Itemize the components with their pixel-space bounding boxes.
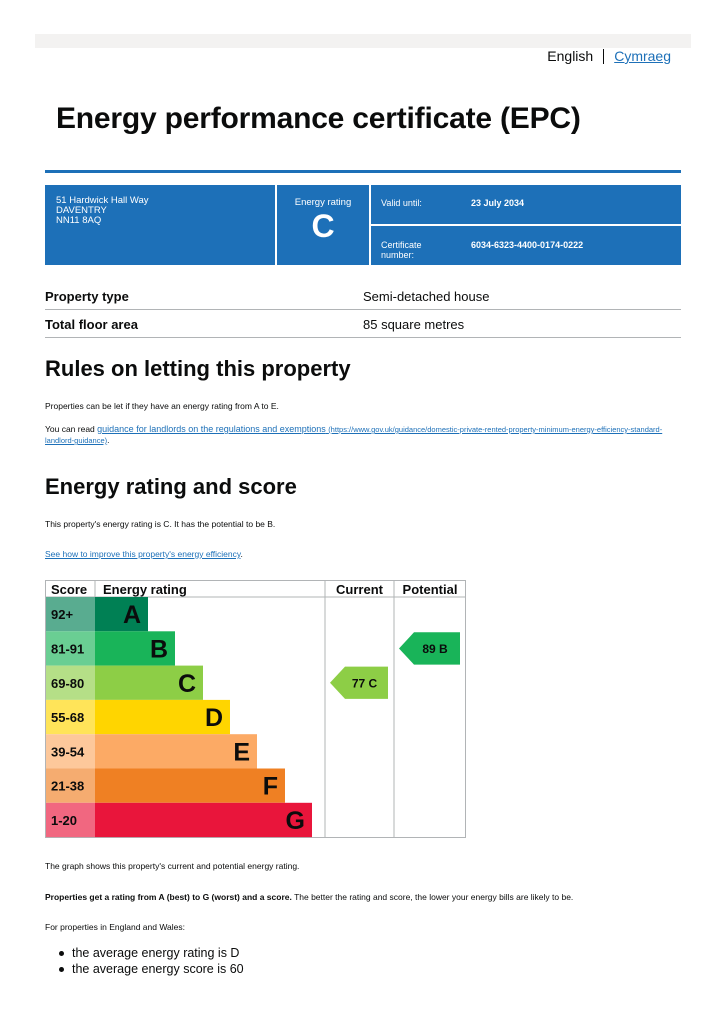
letting-paragraph-2 [45, 424, 665, 446]
band-letter-g: G [285, 806, 305, 835]
floor-area-row [45, 310, 681, 338]
band-score-a: 92+ [51, 607, 74, 623]
current-rating-arrow-label: 77 C [351, 676, 378, 691]
band-bar-f [95, 769, 285, 803]
floor-area-label: Total floor area [45, 317, 138, 332]
band-score-e: 39-54 [51, 744, 85, 760]
property-type-label: Property type [45, 289, 129, 304]
language-current: English [547, 48, 594, 64]
top-bar [35, 34, 691, 48]
band-letter-d: D [204, 704, 223, 733]
england-wales-intro: For properties in England and Wales: [45, 922, 186, 932]
landlord-guidance-link-url: (https://www.gov.uk/guidance/domestic-private-rented-property-minimum-energy-efficiency-standard-landlord-guidance) [45, 425, 663, 445]
title-divider [45, 170, 681, 173]
valid-until-label: Valid until: [381, 198, 422, 208]
certificate-number-box [371, 226, 681, 265]
letting-p2-suffix: . [107, 435, 110, 445]
band-letter-a: A [122, 601, 141, 630]
header-rating: Energy rating [103, 582, 187, 597]
energy-rating-value: C [311, 208, 335, 244]
band-letter-b: B [149, 635, 168, 664]
score-paragraph: This property's energy rating is C. It has the potential to be B. [45, 519, 276, 529]
letting-p2-prefix: You can read [45, 424, 98, 434]
landlord-guidance-link-text: guidance for landlords on the regulations and exemptions [97, 424, 326, 434]
energy-rating-box [277, 185, 369, 265]
band-bar-g [95, 803, 312, 837]
certificate-number-label: Certificate number: [381, 240, 422, 260]
address-line-1: 51 Hardwick Hall Way [56, 195, 149, 206]
band-score-c: 69-80 [51, 675, 85, 691]
band-score-d: 55-68 [51, 710, 85, 726]
improve-efficiency-link[interactable]: See how to improve this property's energy efficiency [45, 549, 241, 559]
header-score: Score [51, 582, 88, 597]
band-score-b: 81-91 [51, 641, 85, 657]
average-list [56, 945, 244, 977]
valid-until-value: 23 July 2034 [471, 198, 525, 208]
score-heading: Energy rating and score [45, 474, 297, 499]
property-details [45, 282, 681, 338]
property-type-row [45, 282, 681, 310]
potential-rating-arrow-label: 89 B [422, 641, 448, 656]
language-link-welsh[interactable]: Cymraeg [614, 48, 671, 64]
average-score-item: the average energy score is 60 [56, 961, 244, 977]
address-line-2: DAVENTRY [56, 205, 107, 216]
rating-explanation [45, 892, 665, 902]
graph-description: The graph shows this property's current and potential energy rating. [45, 861, 300, 871]
property-type-value: Semi-detached house [363, 289, 490, 304]
property-address [45, 185, 275, 265]
address-line-3: NN11 8AQ [56, 215, 102, 226]
certificate-summary [45, 185, 681, 265]
energy-rating-graph [45, 580, 466, 838]
header-current: Current [336, 582, 383, 597]
landlord-guidance-link[interactable] [45, 424, 662, 445]
letting-paragraph-1: Properties can be let if they have an energy rating from A to E. [45, 401, 279, 411]
band-score-f: 21-38 [51, 778, 85, 794]
energy-rating-chart [45, 580, 466, 838]
certificate-number-value: 6034-6323-4400-0174-0222 [471, 240, 584, 250]
band-score-g: 1-20 [51, 812, 78, 828]
language-separator [603, 49, 604, 64]
band-letter-e: E [233, 738, 250, 767]
language-switcher [547, 48, 671, 64]
letting-heading: Rules on letting this property [45, 356, 351, 381]
header-potential: Potential [402, 582, 458, 597]
page-title: Energy performance certificate (EPC) [56, 102, 581, 135]
band-letter-f: F [262, 772, 278, 801]
energy-rating-label: Energy rating [294, 197, 352, 208]
rating-explanation-rest: The better the rating and score, the lower your energy bills are likely to be. [291, 892, 574, 902]
band-letter-c: C [177, 669, 196, 698]
improve-link-suffix: . [240, 549, 243, 559]
valid-until-box [371, 185, 681, 224]
rating-explanation-bold: Properties get a rating from A (best) to G (worst) and a score. [45, 892, 292, 902]
average-rating-item: the average energy rating is D [56, 945, 244, 961]
improve-paragraph [45, 549, 665, 559]
floor-area-value: 85 square metres [363, 317, 465, 332]
